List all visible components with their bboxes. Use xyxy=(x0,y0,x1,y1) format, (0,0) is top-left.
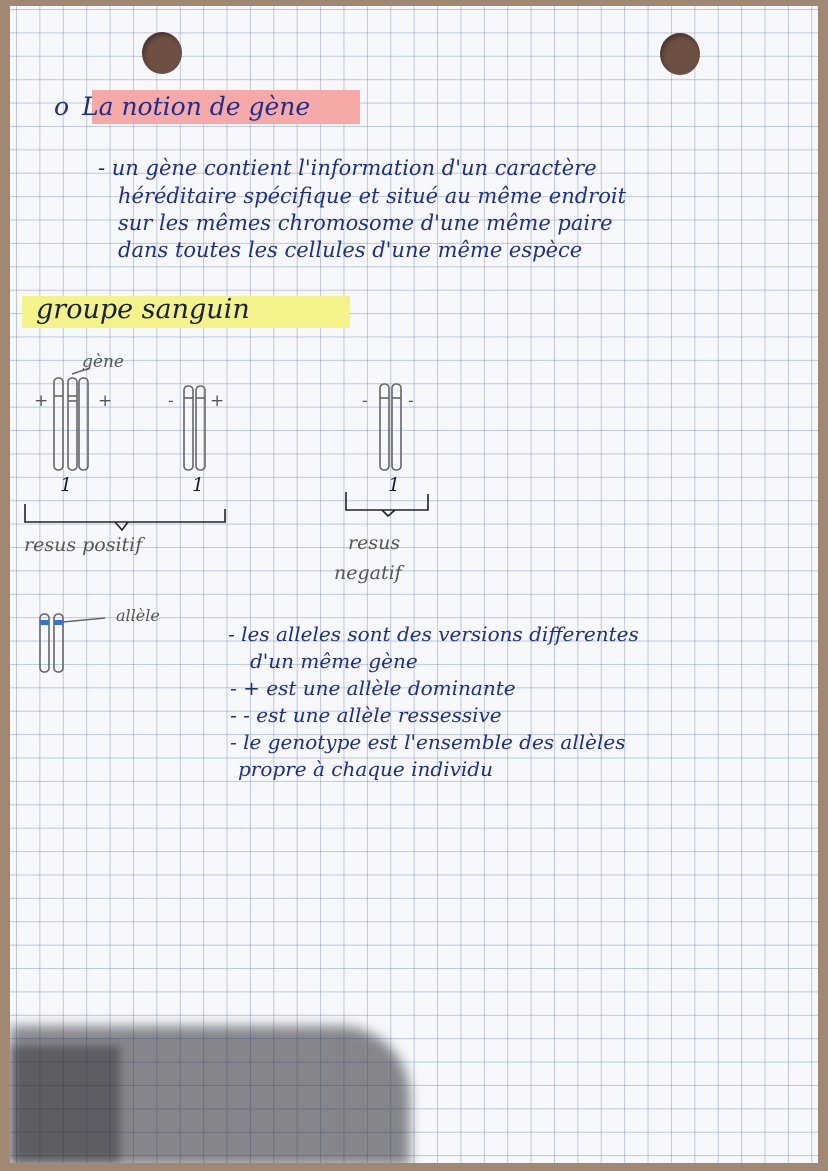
sign-plus-2: + xyxy=(98,391,113,411)
rhesus-negative-label-2: negatif xyxy=(334,562,402,584)
note-line-4: - - est une allèle ressessive xyxy=(230,703,502,727)
sign-minus-3: - xyxy=(408,391,414,411)
definition-line-1: - un gène contient l'information d'un caractère xyxy=(98,156,597,180)
title-bullet: o xyxy=(54,92,70,121)
note-line-6: propre à chaque individu xyxy=(238,757,493,781)
rhesus-negative-label-1: resus xyxy=(348,532,401,554)
rhesus-positive-label: resus positif xyxy=(24,534,143,556)
gene-label: gène xyxy=(82,352,124,372)
allele-label: allèle xyxy=(116,606,160,625)
notebook-page xyxy=(10,6,818,1163)
pair-number-1: 1 xyxy=(60,474,73,496)
sign-minus-1: - xyxy=(168,391,174,411)
definition-line-4: dans toutes les cellules d'une même espèce xyxy=(118,238,583,262)
definition-line-2: héréditaire spécifique et situé au même endroit xyxy=(118,184,627,208)
hand-shadow-dark xyxy=(10,1046,120,1163)
note-line-1: - les alleles sont des versions differentes xyxy=(228,622,639,646)
sign-plus-3: + xyxy=(210,391,225,411)
note-line-3: - + est une allèle dominante xyxy=(230,676,516,700)
sign-plus-1: + xyxy=(34,391,49,411)
subtitle: groupe sanguin xyxy=(36,294,250,325)
definition-line-3: sur les mêmes chromosome d'une même paire xyxy=(118,211,613,235)
pair-number-3: 1 xyxy=(388,474,401,496)
sign-minus-2: - xyxy=(362,391,368,411)
note-line-5: - le genotype est l'ensemble des allèles xyxy=(230,730,626,754)
pair-number-2: 1 xyxy=(192,474,205,496)
chromosome-diagram xyxy=(10,6,818,706)
note-line-2: d'un même gène xyxy=(250,649,418,673)
section-title: La notion de gène xyxy=(82,92,311,121)
